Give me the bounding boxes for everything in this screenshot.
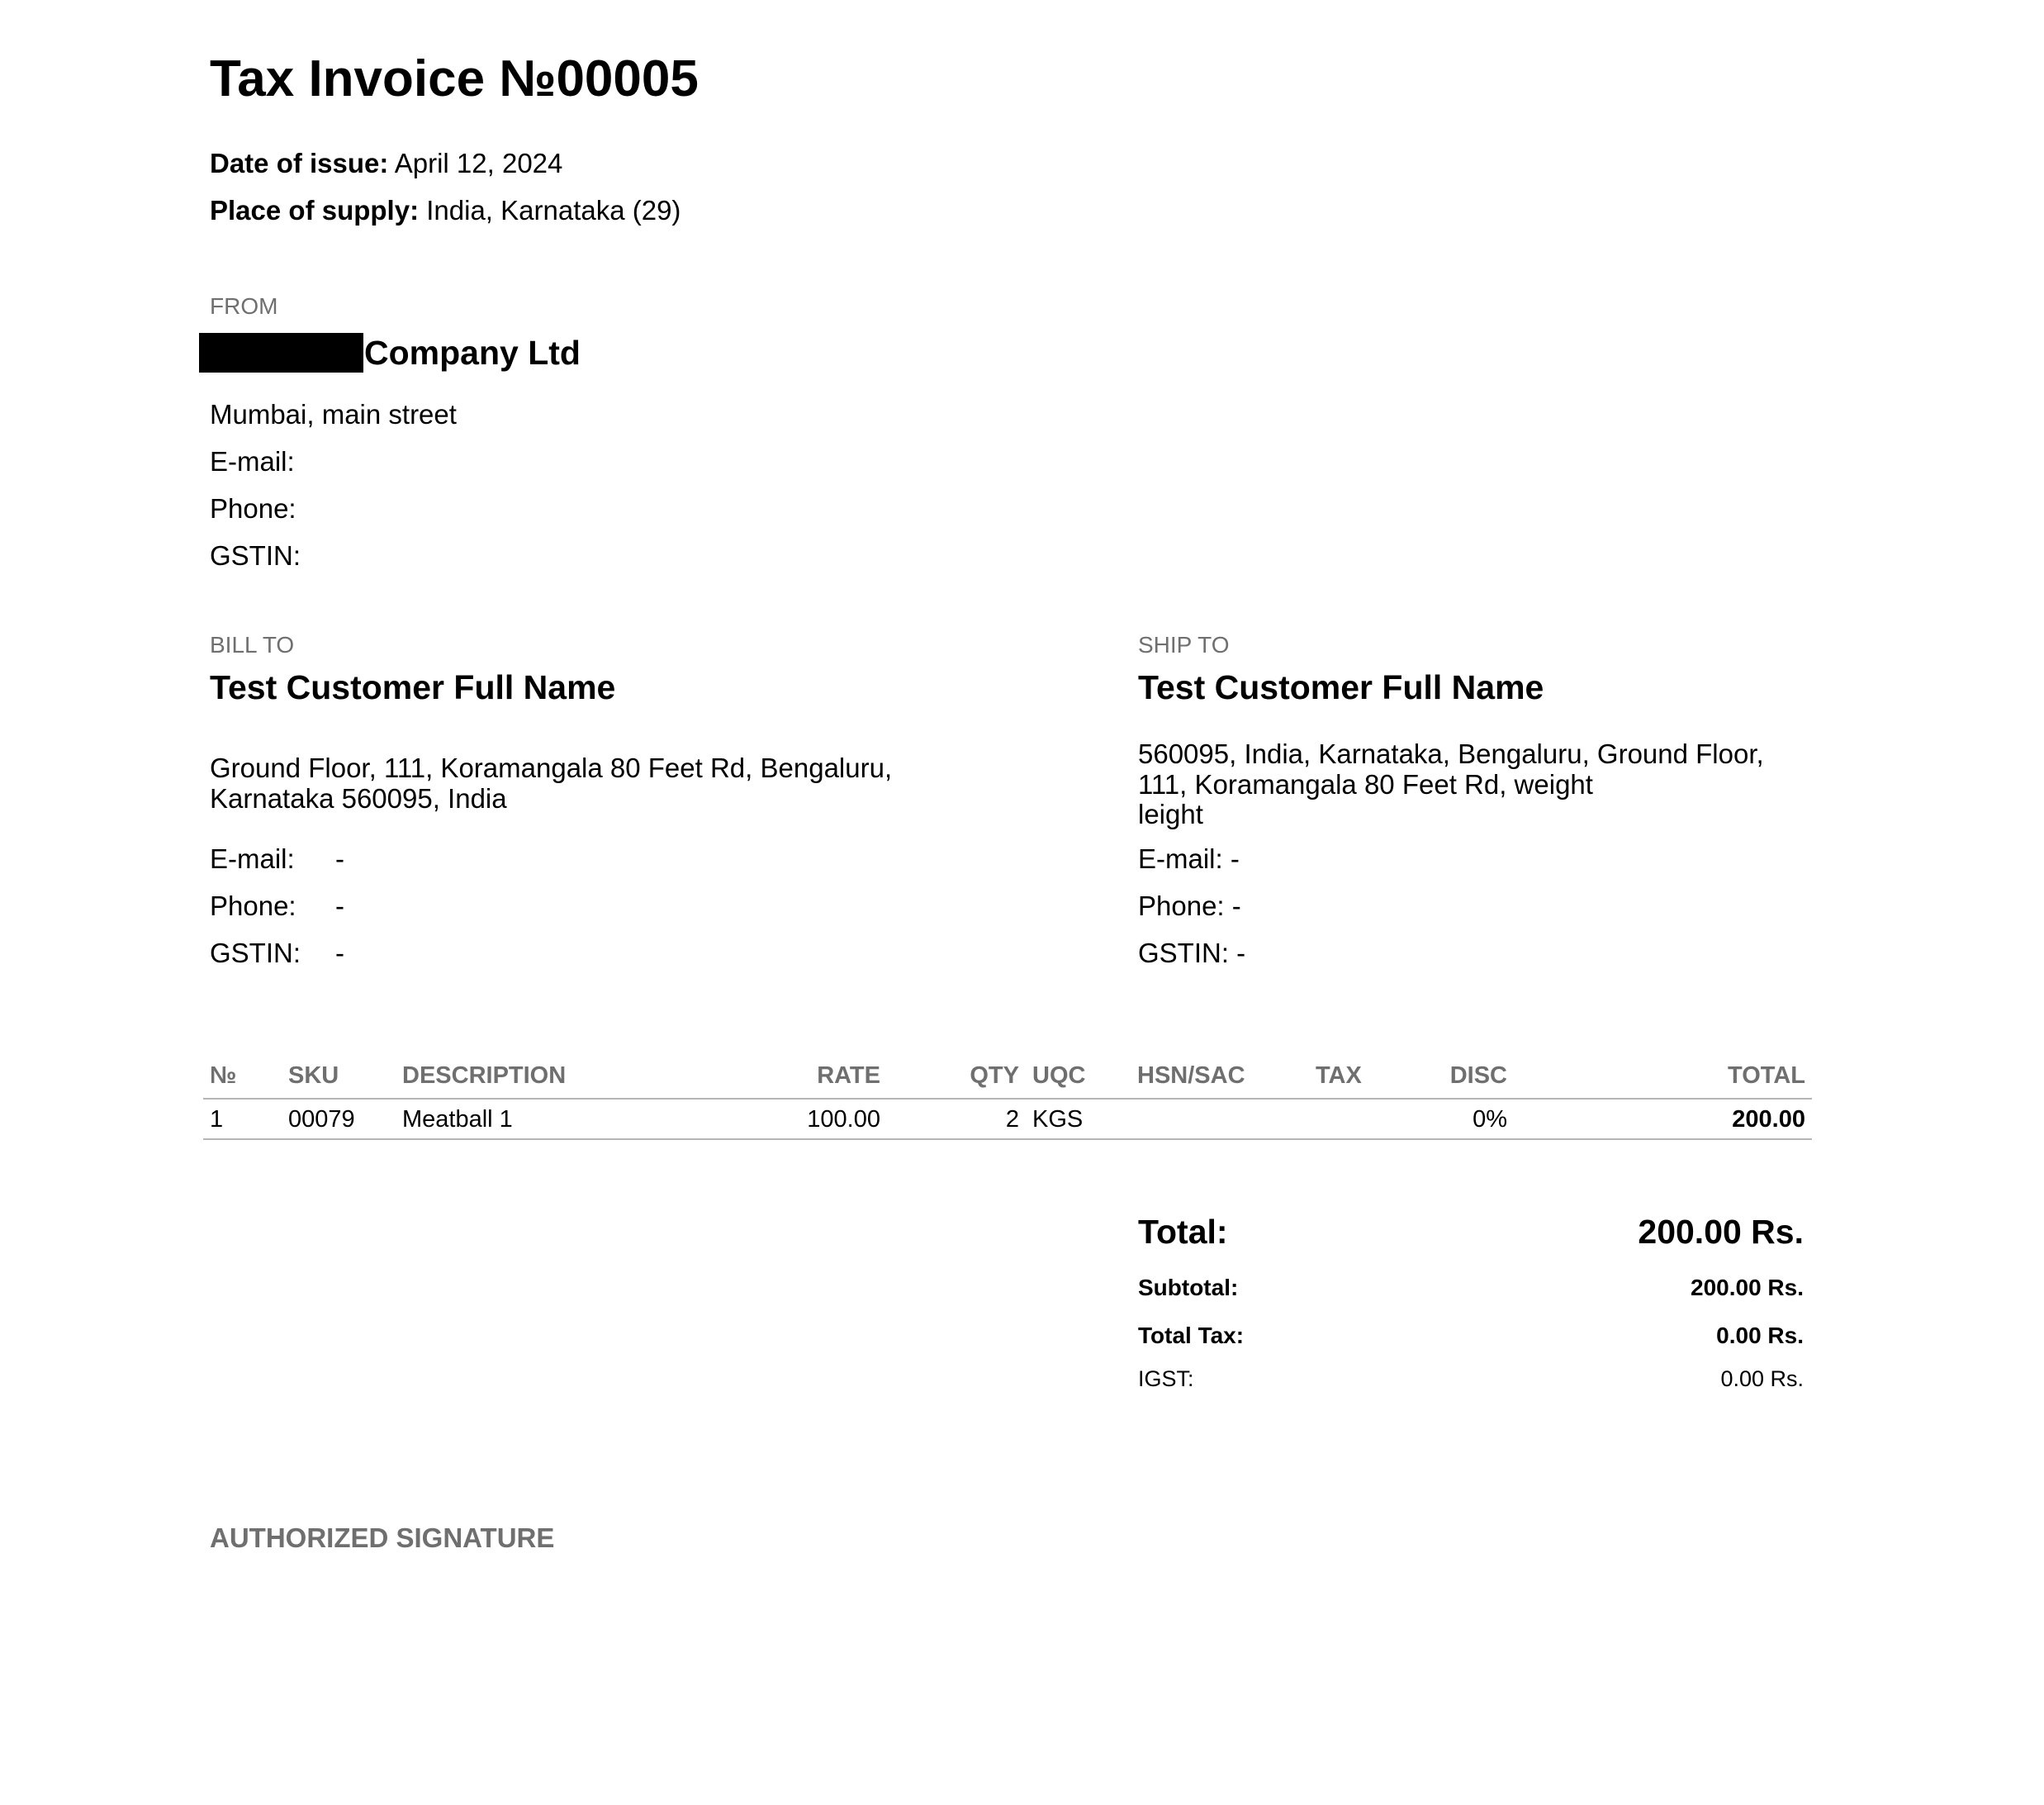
ship-to-address-line2: 111, Koramangala 80 Feet Rd, weight bbox=[1138, 769, 1593, 800]
bill-to-name: Test Customer Full Name bbox=[210, 668, 616, 706]
redaction-box bbox=[199, 333, 363, 373]
total-value: 200.00 Rs. bbox=[1638, 1213, 1804, 1251]
bill-to-phone-row bbox=[210, 890, 344, 923]
cell-total: 200.00 bbox=[1514, 1099, 1812, 1139]
bill-to-email-value: - bbox=[335, 843, 344, 874]
subtotal-row bbox=[1138, 1275, 1804, 1301]
cell-tax bbox=[1309, 1099, 1394, 1139]
bill-to-email-label: E-mail: bbox=[210, 843, 295, 874]
col-header-number: № bbox=[203, 1056, 282, 1099]
date-of-issue-value: April 12, 2024 bbox=[394, 148, 563, 178]
col-header-tax: TAX bbox=[1309, 1056, 1394, 1099]
bill-to-phone-value: - bbox=[335, 891, 344, 921]
bill-to-phone-label: Phone: bbox=[210, 891, 296, 921]
cell-hsn-sac bbox=[1131, 1099, 1309, 1139]
col-header-rate: RATE bbox=[718, 1056, 887, 1099]
total-tax-label: Total Tax: bbox=[1138, 1323, 1245, 1348]
ship-to-name: Test Customer Full Name bbox=[1138, 668, 1544, 706]
place-of-supply-row bbox=[210, 194, 681, 227]
cell-disc: 0% bbox=[1394, 1099, 1514, 1139]
col-header-description: DESCRIPTION bbox=[396, 1056, 718, 1099]
ship-to-address-line1: 560095, India, Karnataka, Bengaluru, Ground Floor, bbox=[1138, 739, 1764, 769]
cell-qty: 2 bbox=[887, 1099, 1026, 1139]
ship-to-email: E-mail: - bbox=[1138, 843, 1240, 874]
igst-row bbox=[1138, 1366, 1804, 1392]
ship-to-address-line3: leight bbox=[1138, 799, 1203, 829]
total-row bbox=[1138, 1213, 1804, 1252]
col-header-total: TOTAL bbox=[1514, 1056, 1812, 1099]
from-section-label: FROM bbox=[210, 293, 278, 319]
from-company-name: Company Ltd bbox=[364, 334, 581, 372]
igst-value: 0.00 Rs. bbox=[1720, 1366, 1804, 1391]
col-header-disc: DISC bbox=[1394, 1056, 1514, 1099]
date-of-issue-label: Date of issue: bbox=[210, 148, 389, 178]
cell-sku: 00079 bbox=[282, 1099, 396, 1139]
from-address: Mumbai, main street bbox=[210, 399, 457, 430]
from-email-label: E-mail: bbox=[210, 446, 295, 477]
from-gstin-label: GSTIN: bbox=[210, 540, 301, 571]
table-row bbox=[203, 1099, 1812, 1139]
col-header-uqc: UQC bbox=[1026, 1056, 1131, 1099]
authorized-signature-label: AUTHORIZED SIGNATURE bbox=[210, 1522, 555, 1553]
ship-to-gstin: GSTIN: - bbox=[1138, 938, 1246, 968]
bill-to-address-line2: Karnataka 560095, India bbox=[210, 783, 507, 814]
cell-number: 1 bbox=[203, 1099, 282, 1139]
bill-to-gstin-value: - bbox=[335, 938, 344, 968]
ship-to-section-label: SHIP TO bbox=[1138, 632, 1230, 658]
ship-to-phone: Phone: - bbox=[1138, 891, 1241, 921]
col-header-sku: SKU bbox=[282, 1056, 396, 1099]
date-of-issue-row bbox=[210, 147, 562, 180]
total-tax-row bbox=[1138, 1323, 1804, 1349]
cell-uqc: KGS bbox=[1026, 1099, 1131, 1139]
place-of-supply-value: India, Karnataka (29) bbox=[426, 195, 681, 226]
bill-to-address-line1: Ground Floor, 111, Koramangala 80 Feet Rd, Bengaluru, bbox=[210, 753, 893, 783]
cell-rate: 100.00 bbox=[718, 1099, 887, 1139]
bill-to-email-row bbox=[210, 843, 344, 876]
cell-description: Meatball 1 bbox=[396, 1099, 718, 1139]
total-tax-value: 0.00 Rs. bbox=[1716, 1323, 1804, 1348]
col-header-qty: QTY bbox=[887, 1056, 1026, 1099]
subtotal-value: 200.00 Rs. bbox=[1691, 1275, 1804, 1300]
col-header-hsn-sac: HSN/SAC bbox=[1131, 1056, 1309, 1099]
items-table bbox=[203, 1056, 1812, 1140]
place-of-supply-label: Place of supply: bbox=[210, 195, 420, 226]
subtotal-label: Subtotal: bbox=[1138, 1275, 1239, 1300]
bill-to-section-label: BILL TO bbox=[210, 632, 295, 658]
bill-to-gstin-label: GSTIN: bbox=[210, 938, 301, 968]
bill-to-gstin-row bbox=[210, 937, 344, 970]
total-label: Total: bbox=[1138, 1213, 1228, 1251]
invoice-title: Tax Invoice №00005 bbox=[210, 50, 699, 107]
from-phone-label: Phone: bbox=[210, 493, 296, 524]
igst-label: IGST: bbox=[1138, 1366, 1194, 1391]
table-header-row bbox=[203, 1056, 1812, 1099]
